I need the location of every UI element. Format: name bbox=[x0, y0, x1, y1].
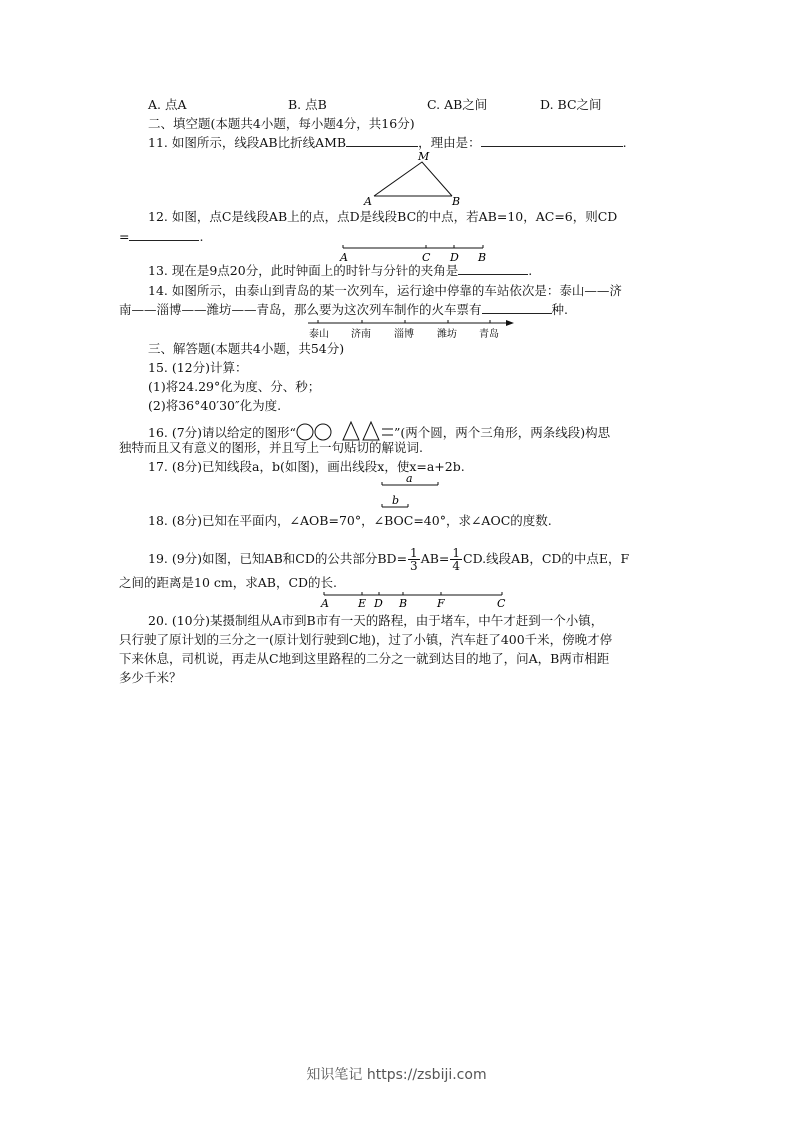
q19-label-d: D bbox=[374, 597, 383, 610]
q11-triangle-figure bbox=[360, 150, 470, 208]
q16-line1-a: 16. (7分)请以给定的图形“ bbox=[148, 425, 296, 440]
q19-line2: 之间的距离是10 cm，求AB，CD的长. bbox=[119, 575, 338, 590]
section2-heading: 二、填空题(本题共4小题，每小题4分，共16分) bbox=[148, 116, 415, 131]
q12-label-a: A bbox=[340, 251, 348, 264]
q19-frac2-num: 1 bbox=[452, 546, 461, 560]
q11-blank-1[interactable] bbox=[346, 134, 418, 147]
q20-line3: 下来休息，司机说，再走从C地到这里路程的二分之一就到达目的地了，问A，B两市相距 bbox=[119, 651, 610, 666]
q12-line1: 12. 如图，点C是线段AB上的点，点D是线段BC的中点，若AB=10，AC=6，则CD bbox=[148, 209, 618, 224]
q13-blank[interactable] bbox=[458, 262, 528, 275]
q11-label-b: B bbox=[452, 195, 461, 208]
q12-label-d: D bbox=[450, 251, 459, 264]
q11-label-m: M bbox=[418, 150, 430, 163]
q16-circle-2 bbox=[315, 424, 331, 440]
q19-label-a: A bbox=[321, 597, 329, 610]
footer-watermark: 知识笔记 https://zsbiji.com bbox=[306, 1067, 487, 1083]
section3-heading: 三、解答题(本题共4小题，共54分) bbox=[148, 341, 345, 356]
q14-station-zibo: 淄博 bbox=[394, 329, 414, 340]
q12-segment-figure bbox=[336, 242, 496, 264]
q14-blank[interactable] bbox=[482, 301, 552, 314]
q16-line1-b: ”(两个圆，两个三角形，两条线段)构思 bbox=[393, 425, 611, 440]
q16-triangle-1 bbox=[343, 422, 359, 440]
q14-station-jinan: 济南 bbox=[351, 329, 371, 340]
q20-line2: 只行驶了原计划的三分之一(原计划行驶到C地)，过了小镇，汽车赶了400千米，傍晚才停 bbox=[119, 632, 613, 647]
q19-label-c: C bbox=[497, 597, 506, 610]
q10-option-a: A. 点A bbox=[148, 97, 187, 112]
q12-blank[interactable] bbox=[129, 228, 199, 241]
q19-line1-c: CD.线段AB，CD的中点E，F bbox=[463, 551, 630, 566]
q15-title: 15. (12分)计算： bbox=[148, 360, 248, 375]
q14-station-weifang: 潍坊 bbox=[437, 329, 457, 340]
q20-line4: 多少千米？ bbox=[119, 670, 182, 685]
q19-line1 bbox=[148, 547, 629, 572]
q11-text-c: . bbox=[622, 135, 627, 150]
q17-label-a: a bbox=[406, 472, 413, 485]
q14-line1: 14. 如图所示，由泰山到青岛的某一次列车，运行途中停靠的车站依次是：泰山——济 bbox=[148, 283, 622, 298]
q20-line1: 20. (10分)某摄制组从A市到B市有一天的路程，由于堵车，中午才赶到一个小镇， bbox=[148, 613, 604, 628]
q16-circle-1 bbox=[297, 424, 313, 440]
q12-line2-suffix: . bbox=[199, 229, 204, 244]
q19-frac2-den: 4 bbox=[452, 559, 461, 573]
q19-line1-b: AB= bbox=[420, 551, 450, 566]
q17-segments-figure bbox=[378, 472, 444, 512]
q11-polyline-amb bbox=[374, 162, 452, 196]
q16-line2: 独特而且又有意义的图形，并且写上一句贴切的解说词. bbox=[119, 440, 423, 455]
q15-part1: (1)将24.29°化为度、分、秒； bbox=[148, 379, 321, 394]
q10-option-d: D. BC之间 bbox=[540, 97, 602, 112]
q14-arrow-head bbox=[506, 320, 514, 326]
q12-label-c: C bbox=[422, 251, 431, 264]
q19-label-b: B bbox=[399, 597, 408, 610]
q11-label-a: A bbox=[364, 195, 372, 208]
q12-line2-prefix: = bbox=[119, 229, 130, 244]
q18-text: 18. (8分)已知在平面内，∠AOB=70°，∠BOC=40°，求∠AOC的度数. bbox=[148, 513, 552, 528]
q19-fraction-one-third bbox=[408, 547, 420, 572]
q14-line2-text: 南——淄博——潍坊——青岛，那么要为这次列车制作的火车票有 bbox=[119, 302, 482, 317]
q12-label-b: B bbox=[478, 251, 487, 264]
q15-part2: (2)将36°40′30″化为度. bbox=[148, 398, 282, 413]
q17-label-b: b bbox=[392, 494, 400, 507]
q12-line2 bbox=[119, 228, 203, 246]
q13-text bbox=[148, 262, 532, 280]
q19-line1-a: 19. (9分)如图，已知AB和CD的公共部分BD= bbox=[148, 551, 408, 566]
q19-label-f: F bbox=[437, 597, 445, 610]
q10-option-c: C. AB之间 bbox=[427, 97, 488, 112]
q11-text-a: 11. 如图所示，线段AB比折线AMB bbox=[148, 135, 347, 150]
q14-station-taishan: 泰山 bbox=[309, 329, 329, 340]
q14-line2-end: 种. bbox=[551, 302, 568, 317]
q19-frac1-den: 3 bbox=[410, 559, 418, 573]
q19-label-e: E bbox=[358, 597, 367, 610]
q14-station-qingdao: 青岛 bbox=[479, 329, 499, 340]
q11-text-b: ，理由是： bbox=[418, 135, 481, 150]
q11-blank-2[interactable] bbox=[481, 134, 623, 147]
q17-text: 17. (8分)已知线段a，b(如图)，画出线段x，使x=a+2b. bbox=[148, 459, 465, 474]
q10-option-b: B. 点B bbox=[288, 97, 327, 112]
q19-fraction-one-quarter bbox=[450, 547, 462, 572]
q19-frac1-num: 1 bbox=[410, 546, 418, 560]
q19-segment-figure bbox=[316, 590, 510, 610]
q16-triangle-2 bbox=[363, 422, 379, 440]
q13-text-end: . bbox=[528, 263, 533, 278]
q13-text-main: 13. 现在是9点20分，此时钟面上的时针与分针的夹角是 bbox=[148, 263, 459, 278]
